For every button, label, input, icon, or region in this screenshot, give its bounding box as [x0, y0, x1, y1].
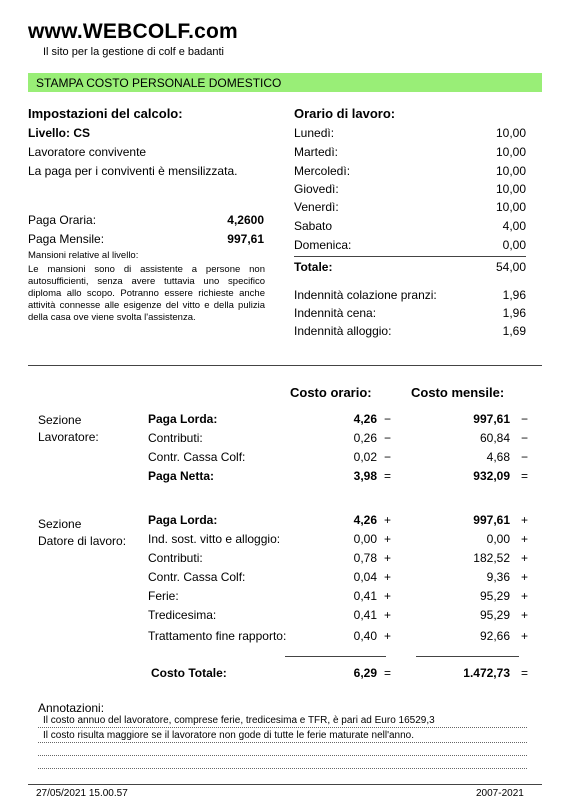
monthly-total-divider — [416, 656, 519, 657]
site-tagline: Il sito per la gestione di colf e badanti — [43, 46, 225, 58]
cost-row-monthly: 92,66 — [479, 629, 510, 643]
cost-row-label: Tredicesima: — [148, 608, 217, 622]
day-label: Martedì: — [294, 145, 339, 159]
cost-row-hourly-sign: + — [384, 608, 392, 622]
hourly-pay-label: Paga Oraria: — [28, 213, 97, 227]
cost-row-monthly: 95,29 — [479, 608, 510, 622]
cost-row-monthly-sign: = — [521, 469, 529, 483]
day-hours: 10,00 — [495, 182, 526, 196]
day-label: Sabato — [294, 219, 333, 233]
day-hours: 10,00 — [495, 200, 526, 214]
day-label: Lunedì: — [294, 126, 335, 140]
allowance-value: 1,69 — [502, 324, 526, 338]
schedule-total-label: Totale: — [294, 260, 333, 274]
worker-type: Lavoratore convivente — [28, 145, 147, 159]
worker-section-label — [38, 412, 99, 446]
total-cost-label: Costo Totale: — [151, 666, 227, 680]
cost-row-monthly: 182,52 — [473, 551, 510, 565]
cost-row-hourly: 0,04 — [353, 570, 377, 584]
section-banner — [28, 73, 542, 92]
cost-row-monthly-sign: + — [521, 551, 529, 565]
day-label: Venerdì: — [294, 200, 339, 214]
day-hours: 10,00 — [495, 126, 526, 140]
cost-row-label: Ind. sost. vitto e alloggio: — [148, 532, 281, 546]
cost-row-label: Contributi: — [148, 431, 203, 445]
allowance-label: Indennità alloggio: — [294, 324, 392, 338]
cost-row-monthly-sign: + — [521, 513, 529, 527]
print-timestamp: 27/05/2021 15.00.57 — [36, 788, 128, 799]
schedule-title: Orario di lavoro: — [294, 106, 396, 121]
cost-row-hourly: 0,41 — [353, 589, 377, 603]
duties-label: Mansioni relative al livello: — [28, 250, 139, 261]
cost-row-monthly-sign: + — [521, 532, 529, 546]
cost-row-hourly-sign: + — [384, 551, 392, 565]
note-line — [38, 758, 527, 769]
cost-row-monthly: 60,84 — [479, 431, 510, 445]
cost-row-monthly-sign: − — [521, 412, 529, 426]
cost-row-hourly-sign: − — [384, 450, 392, 464]
cost-row-hourly-sign: + — [384, 589, 392, 603]
section-divider — [28, 365, 542, 366]
cost-row-monthly: 9,36 — [486, 570, 510, 584]
day-hours: 10,00 — [495, 145, 526, 159]
section-label-line: Sezione — [38, 517, 82, 531]
total-divider — [294, 256, 526, 257]
cost-row-monthly-sign: + — [521, 629, 529, 643]
cost-row-hourly: 0,26 — [353, 431, 377, 445]
note-line: Il costo risulta maggiore se il lavoratore non gode di tutte le ferie maturate nell'anno. — [38, 730, 527, 743]
employer-section-label — [38, 516, 126, 550]
cost-row-label: Contr. Cassa Colf: — [148, 450, 246, 464]
cost-row-hourly: 4,26 — [353, 513, 377, 527]
day-label: Giovedì: — [294, 182, 339, 196]
cost-row-monthly-sign: − — [521, 450, 529, 464]
cost-row-label: Contributi: — [148, 551, 203, 565]
hourly-cost-header: Costo orario: — [290, 385, 372, 400]
cost-row-monthly-sign: + — [521, 589, 529, 603]
cohabiting-note: La paga per i conviventi è mensilizzata. — [28, 164, 238, 178]
settings-title: Impostazioni del calcolo: — [28, 106, 183, 121]
cost-row-label: Paga Lorda: — [148, 412, 218, 426]
cost-row-hourly-sign: + — [384, 570, 392, 584]
site-logo: www.WEBCOLF.com — [28, 20, 238, 43]
allowance-value: 1,96 — [502, 288, 526, 302]
cost-row-label: Ferie: — [148, 589, 179, 603]
duties-text: Le mansioni sono di assistente a persone non autosufficienti, senza avere tuttavia uno specifico diploma allo scopo. Potranno essere richieste anche attività connesse alle esigenze del vitto e della pulizia della casa ove viene svolta l'assistenza. — [28, 264, 265, 323]
total-cost-monthly-sign: = — [521, 666, 529, 680]
total-cost-hourly: 6,29 — [353, 666, 377, 680]
section-label-line: Lavoratore: — [38, 430, 99, 444]
cost-row-hourly-sign: = — [384, 469, 392, 483]
cost-row-label: Paga Lorda: — [148, 513, 218, 527]
cost-row-hourly: 0,78 — [353, 551, 377, 565]
allowance-label: Indennità cena: — [294, 306, 377, 320]
cost-row-label: Contr. Cassa Colf: — [148, 570, 246, 584]
cost-row-hourly-sign: + — [384, 532, 392, 546]
total-cost-monthly: 1.472,73 — [463, 666, 510, 680]
copyright-years: 2007-2021 — [476, 788, 524, 799]
monthly-pay-label: Paga Mensile: — [28, 232, 105, 246]
allowance-value: 1,96 — [502, 306, 526, 320]
cost-row-hourly-sign: + — [384, 629, 392, 643]
cost-row-monthly: 0,00 — [486, 532, 510, 546]
notes-title: Annotazioni: — [38, 701, 105, 715]
day-hours: 4,00 — [502, 219, 526, 233]
cost-row-hourly-sign: − — [384, 412, 392, 426]
hourly-total-divider — [285, 656, 386, 657]
cost-row-monthly: 997,61 — [473, 513, 510, 527]
section-label-line: Sezione — [38, 413, 82, 427]
cost-row-monthly-sign: + — [521, 608, 529, 622]
cost-row-monthly: 997,61 — [473, 412, 510, 426]
schedule-total-value: 54,00 — [495, 260, 526, 274]
monthly-pay-value: 997,61 — [227, 232, 264, 246]
day-label: Mercoledì: — [294, 164, 351, 178]
cost-row-hourly: 0,41 — [353, 608, 377, 622]
cost-row-hourly: 0,40 — [353, 629, 377, 643]
cost-row-label: Trattamento fine rapporto: — [148, 629, 287, 643]
cost-row-label: Paga Netta: — [148, 469, 215, 483]
monthly-cost-header: Costo mensile: — [411, 385, 505, 400]
cost-row-hourly: 4,26 — [353, 412, 377, 426]
cost-row-monthly: 932,09 — [473, 469, 510, 483]
cost-row-hourly: 0,02 — [353, 450, 377, 464]
day-label: Domenica: — [294, 238, 352, 252]
cost-row-hourly-sign: + — [384, 513, 392, 527]
day-hours: 0,00 — [502, 238, 526, 252]
section-label-line: Datore di lavoro: — [38, 534, 127, 548]
banner-title: STAMPA COSTO PERSONALE DOMESTICO — [36, 76, 282, 90]
cost-row-hourly: 3,98 — [353, 469, 377, 483]
footer-divider — [28, 784, 542, 785]
cost-row-monthly-sign: − — [521, 431, 529, 445]
allowance-label: Indennità colazione pranzi: — [294, 288, 437, 302]
cost-row-hourly: 0,00 — [353, 532, 377, 546]
cost-row-monthly-sign: + — [521, 570, 529, 584]
note-line: Il costo annuo del lavoratore, comprese ferie, tredicesima e TFR, è pari ad Euro 16529,3 — [38, 715, 527, 728]
note-line — [38, 745, 527, 756]
day-hours: 10,00 — [495, 164, 526, 178]
cost-row-monthly: 95,29 — [479, 589, 510, 603]
cost-row-hourly-sign: − — [384, 431, 392, 445]
cost-row-monthly: 4,68 — [486, 450, 510, 464]
level-label: Livello: CS — [28, 126, 91, 140]
hourly-pay-value: 4,2600 — [227, 213, 264, 227]
total-cost-hourly-sign: = — [384, 666, 392, 680]
